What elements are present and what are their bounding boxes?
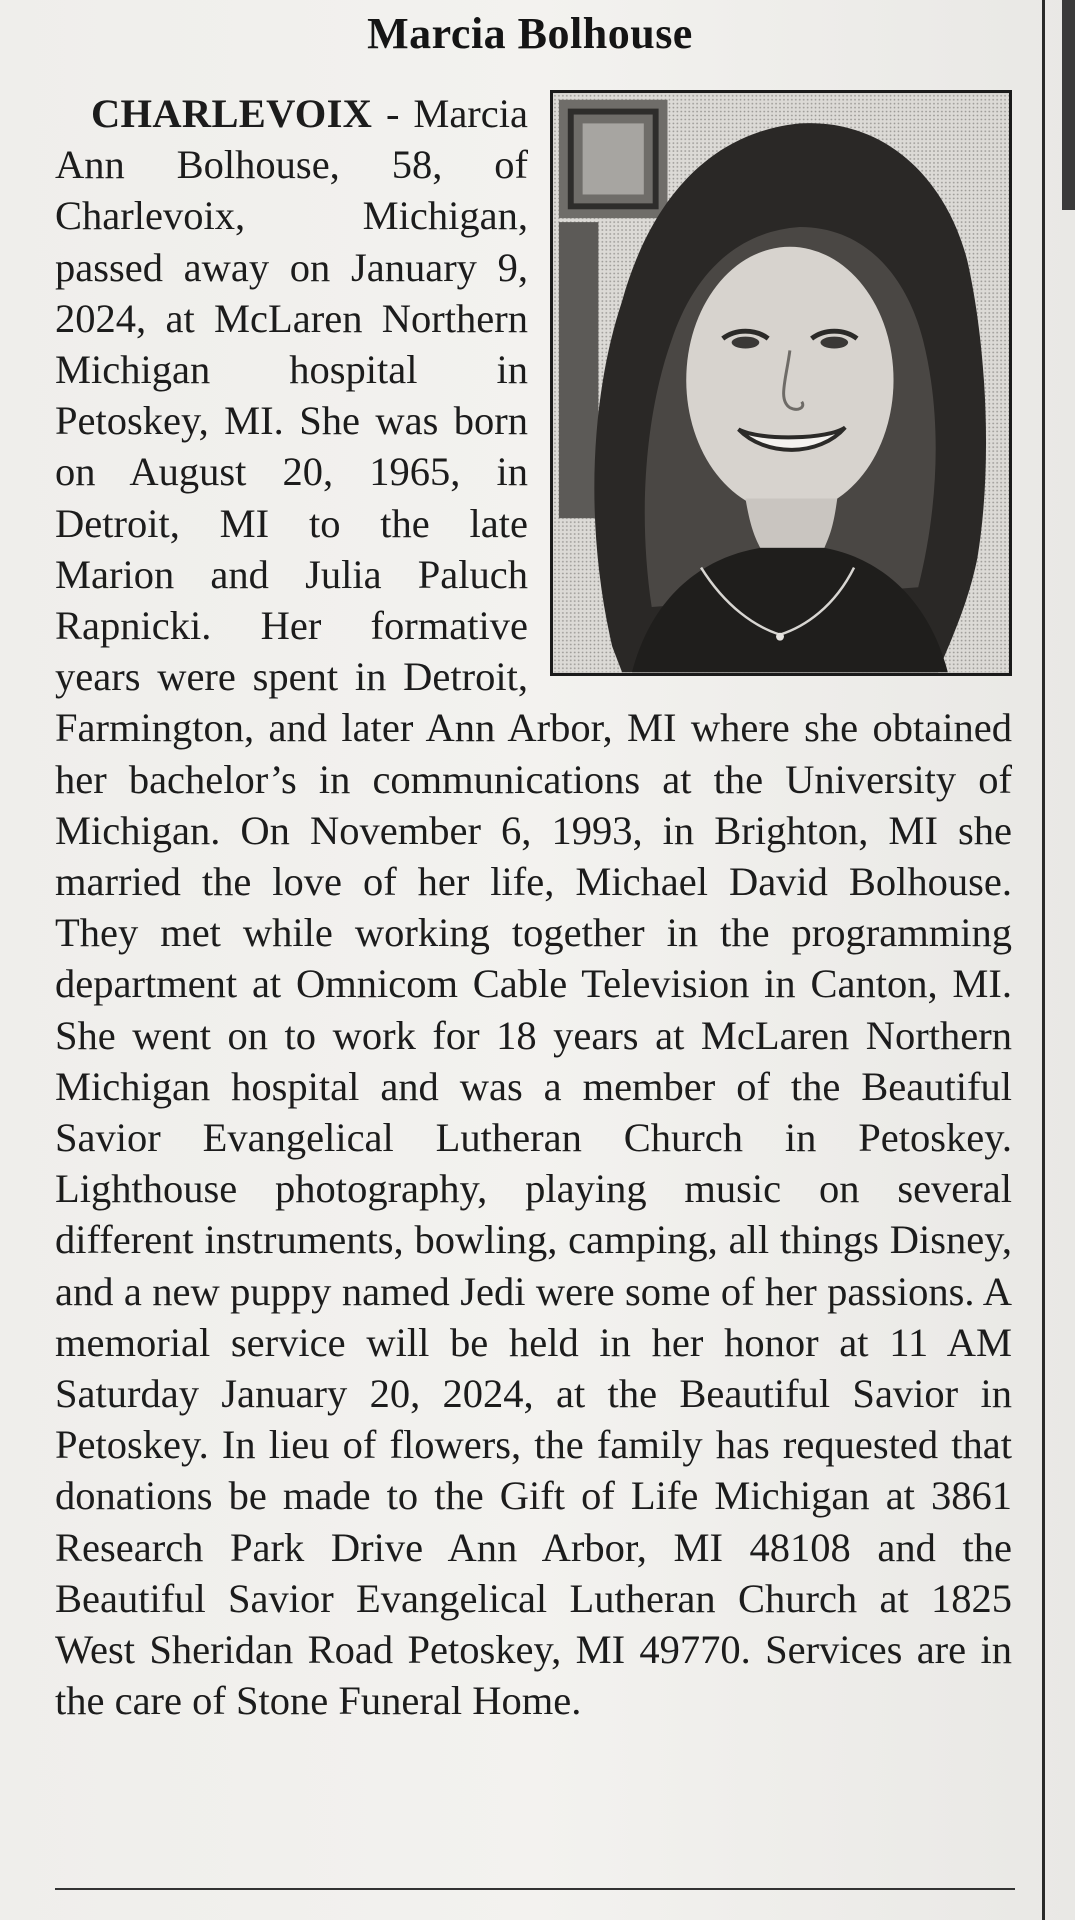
obituary-heading: Marcia Bolhouse: [367, 9, 693, 58]
portrait-photo: [550, 90, 1012, 676]
obituary-body-text: - Marcia Ann Bolhouse, 58, of Charlevoix, Michigan, passed away on January 9, 2024, at McLaren Northern Michigan hospital in Petoskey, MI. She was born on August 20, 1965, in Detroit, MI to the late Marion and Julia Paluch Rapnicki. Her formative years were spent in Detroit, Farmington, and later Ann Arbor, MI where she obtained her bachelor’s in communications at the University of Michigan. On November 6, 1993, in Brighton, MI she married the love of her life, Michael David Bolhouse. They met while working together in the programming department at Omnicom Cable Television in Canton, MI. She went on to work for 18 years at McLaren Northern Michigan hospital and was a member of the Beautiful Savior Evangelical Lutheran Church in Petoskey. Lighthouse photography, playing music on several different instruments, bowling, camping, all things Disney, and a new puppy named Jedi were some of her passions. A memorial service will be held in her honor at 11 AM Saturday January 20, 2024, at the Beautiful Savior in Petoskey. In lieu of flowers, the family has requested that donations be made to the Gift of Life Michigan at 3861 Research Park Drive Ann Arbor, MI 48108 and the Beautiful Savior Evangelical Lutheran Church at 1825 West Sheridan Road Petoskey, MI 49770. Services are in the care of Stone Funeral Home.: [55, 91, 1012, 1724]
obituary-article: [55, 88, 1012, 1727]
bottom-rule: [55, 1888, 1015, 1890]
obituary-dateline: CHARLEVOIX: [91, 91, 373, 136]
column-rule: [1042, 0, 1045, 1920]
page-edge: [1062, 0, 1075, 210]
portrait-image: [553, 93, 1009, 673]
